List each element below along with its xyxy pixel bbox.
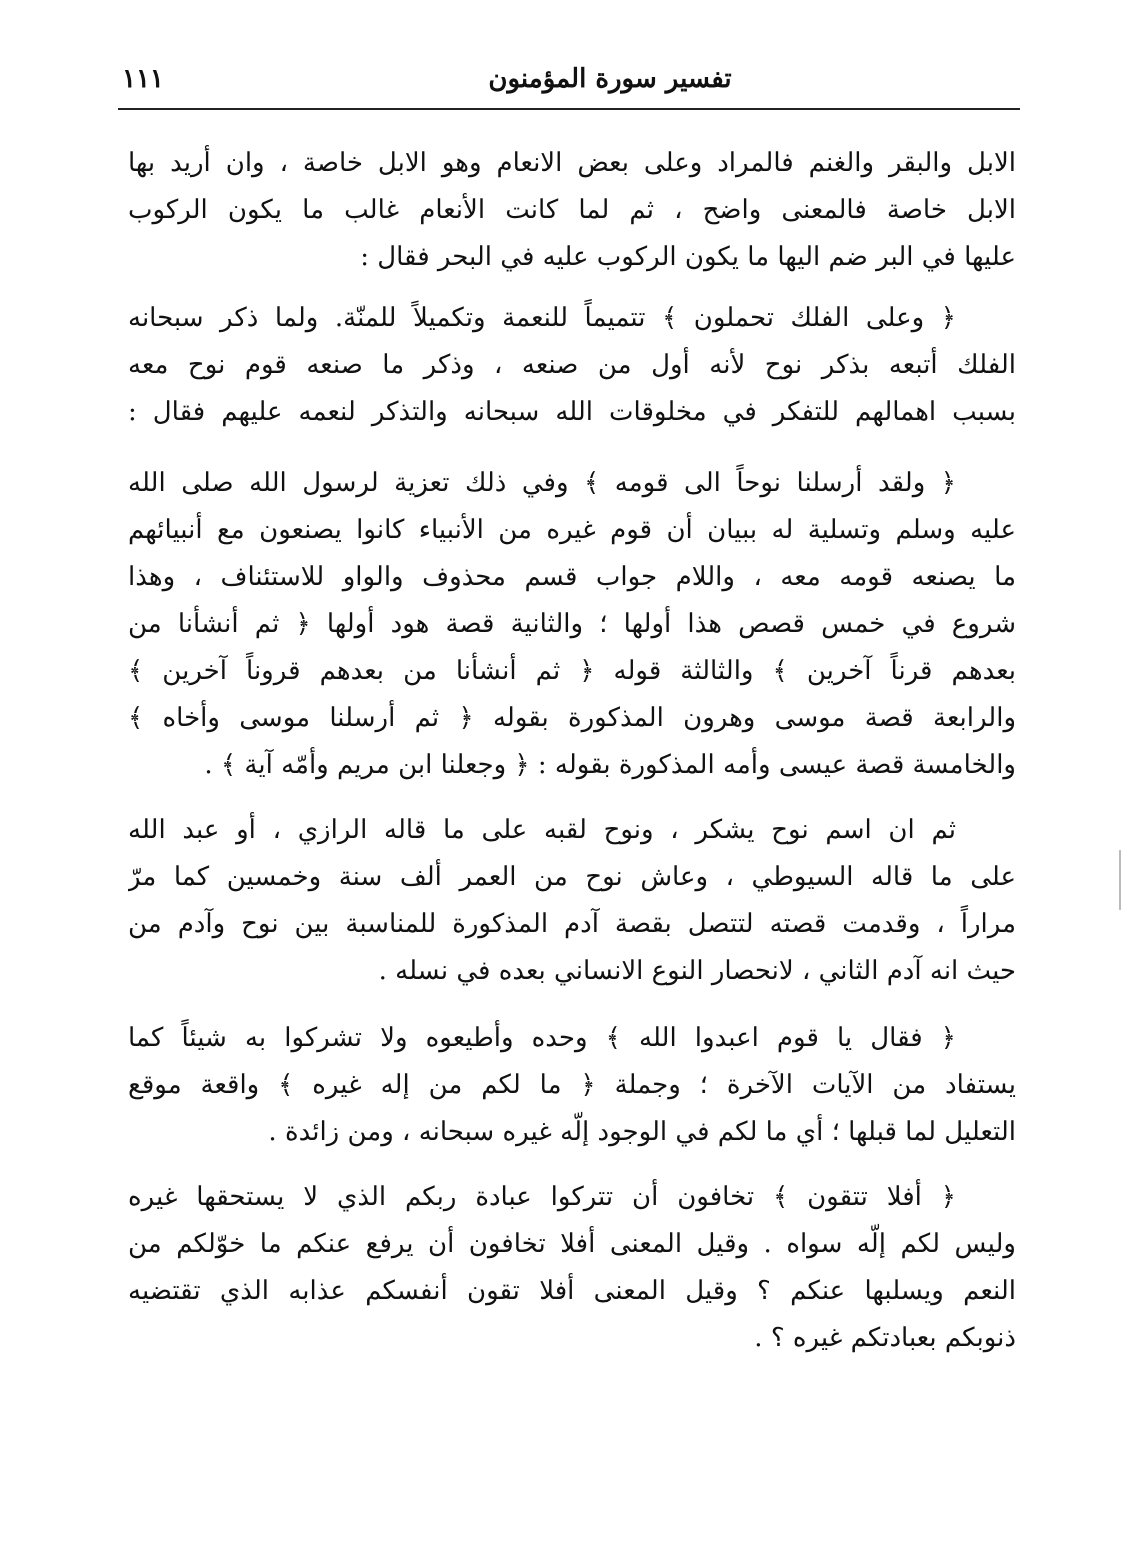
- text-line: حيث انه آدم الثاني ، لانحصار النوع الانساني بعده في نسله .: [378, 956, 1016, 986]
- text-line: ثم ان اسم نوح يشكر ، ونوح لقبه على ما قاله الرازي ، أو عبد الله: [128, 815, 956, 845]
- page-header: [120, 58, 1020, 108]
- text-line: بعدهم قرناً آخرين ﴾ والثالثة قوله ﴿ ثم أنشأنا من بعدهم قروناً آخرين ﴾: [128, 656, 1016, 686]
- text-line: مراراً ، وقدمت قصته لتتصل بقصة آدم المذكورة للمناسبة بين نوح وآدم من: [128, 909, 1016, 939]
- text-line: بسبب اهمالهم للتفكر في مخلوقات الله سبحانه والتذكر لنعمه عليهم فقال :: [128, 397, 1016, 427]
- text-line: وليس لكم إلّه سواه . وقيل المعنى أفلا تخافون أن يرفع عنكم ما خوّلكم من: [128, 1229, 1016, 1259]
- text-line: ﴿ ولقد أرسلنا نوحاً الى قومه ﴾ وفي ذلك تعزية لرسول الله صلى الله: [128, 468, 956, 498]
- page-number: ١١١: [122, 64, 164, 94]
- header-rule: [118, 108, 1020, 110]
- paragraph-3: [128, 460, 1016, 789]
- running-title: تفسير سورة المؤمنون: [488, 64, 732, 94]
- text-line: يستفاد من الآيات الآخرة ؛ وجملة ﴿ ما لكم من إله غيره ﴾ واقعة موقع: [128, 1070, 1016, 1100]
- text-line: والرابعة قصة موسى وهرون المذكورة بقوله ﴿ ثم أرسلنا موسى وأخاه ﴾: [128, 703, 1016, 733]
- text-line: الفلك أتبعه بذكر نوح لأنه أول من صنعه ، وذكر ما صنعه قوم نوح معه: [128, 350, 1016, 380]
- body-text: [128, 140, 1016, 1374]
- paragraph-1: [128, 140, 1016, 281]
- text-line: ذنوبكم بعبادتكم غيره ؟ .: [754, 1323, 1016, 1353]
- paragraph-2: [128, 295, 1016, 436]
- text-line: النعم ويسلبها عنكم ؟ وقيل المعنى أفلا تقون أنفسكم عذابه الذي تقتضيه: [128, 1276, 1016, 1306]
- text-line: والخامسة قصة عيسى وأمه المذكورة بقوله : ﴿ وجعلنا ابن مريم وأمّه آية ﴾ .: [204, 750, 1016, 780]
- text-line: عليه وسلم وتسلية له ببيان أن قوم غيره من الأنبياء كانوا يصنعون مع أنبيائهم: [128, 515, 1016, 545]
- text-line: ﴿ أفلا تتقون ﴾ تخافون أن تتركوا عبادة ربكم الذي لا يستحقها غيره: [128, 1182, 956, 1212]
- text-line: على ما قاله السيوطي ، وعاش نوح من العمر ألف سنة وخمسين كما مرّ: [128, 862, 1016, 892]
- text-line: ما يصنعه قومه معه ، واللام جواب قسم محذوف والواو للاستئناف ، وهذا: [128, 562, 1016, 592]
- text-line: ﴿ وعلى الفلك تحملون ﴾ تتميماً للنعمة وتكميلاً للمنّة. ولما ذكر سبحانه: [128, 303, 956, 333]
- text-line: عليها في البر ضم اليها ما يكون الركوب عليه في البحر فقال :: [360, 242, 1016, 272]
- text-line: شروع في خمس قصص هذا أولها ؛ والثانية قصة هود أولها ﴿ ثم أنشأنا من: [128, 609, 1016, 639]
- paragraph-5: [128, 1015, 1016, 1156]
- text-line: التعليل لما قبلها ؛ أي ما لكم في الوجود إلّه غيره سبحانه ، ومن زائدة .: [268, 1117, 1016, 1147]
- paragraph-4: [128, 807, 1016, 995]
- text-line: الابل خاصة فالمعنى واضح ، ثم لما كانت الأنعام غالب ما يكون الركوب: [128, 195, 1016, 225]
- text-line: الابل والبقر والغنم فالمراد وعلى بعض الانعام وهو الابل خاصة ، وان أريد بها: [128, 148, 1016, 178]
- paragraph-6: [128, 1174, 1016, 1362]
- text-line: ﴿ فقال يا قوم اعبدوا الله ﴾ وحده وأطيعوه ولا تشركوا به شيئاً كما: [128, 1023, 956, 1053]
